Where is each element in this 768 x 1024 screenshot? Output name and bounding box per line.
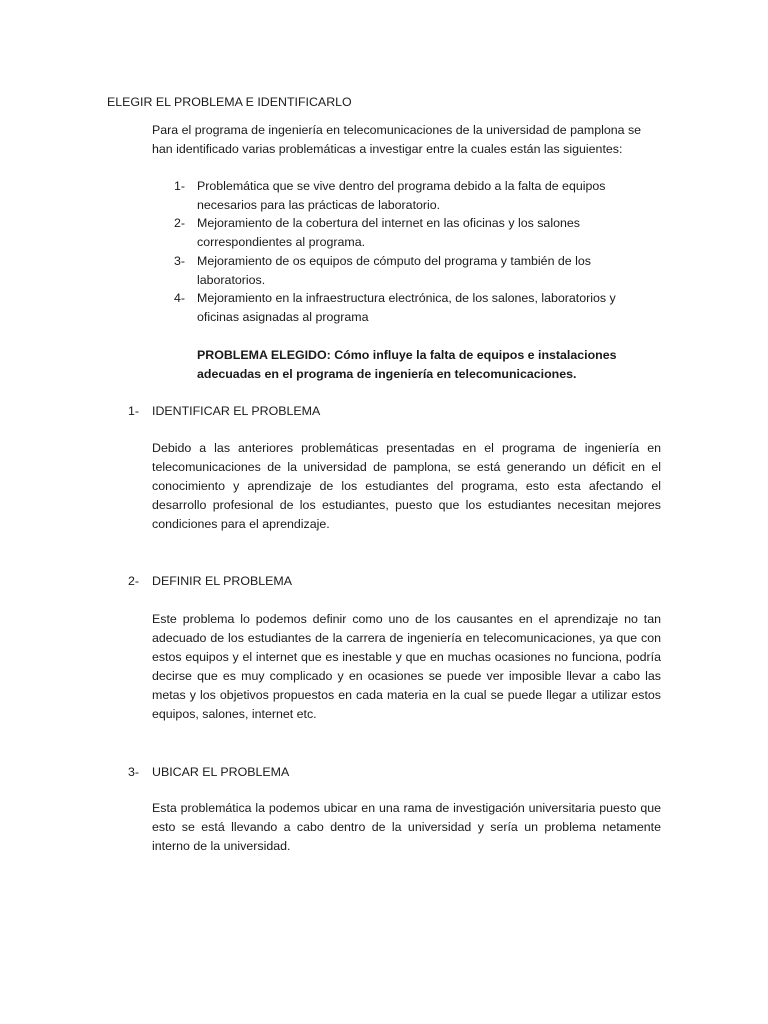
list-item-text: Problemática que se vive dentro del programa debido a la falta de equipos necesarios para las prácticas de laboratorio.	[197, 179, 606, 212]
section-number: 1-	[128, 404, 140, 418]
list-item	[152, 252, 661, 289]
section-body: Debido a las anteriores problemáticas presentadas en el programa de ingeniería en telecomunicaciones de la universidad de pamplona, se está generando un déficit en el conocimiento y aprendizaje de los estudiantes del programa, esto esta afectando el desarrollo profesional de los estudiantes, puesto que los estudiantes necesitan mejores condiciones para el aprendizaje.	[152, 441, 661, 531]
document-heading: ELEGIR EL PROBLEMA E IDENTIFICARLO	[107, 95, 352, 109]
section-title-text: IDENTIFICAR EL PROBLEMA	[152, 404, 321, 418]
section-number: 2-	[128, 574, 140, 588]
list-item-number: 4-	[174, 291, 186, 306]
section-number: 3-	[128, 765, 140, 779]
list-item	[152, 289, 661, 326]
section-body: Este problema lo podemos definir como uno de los causantes en el aprendizaje no tan adecuado de los estudiantes de la carrera de ingeniería en telecomunicaciones, ya que con estos equipos y el internet que es inestable y que en muchas ocasiones no funciona, podría decirse que es muy complicado y en ocasiones se puede ver imposible llevar a cabo las metas y los objetivos propuestos en cada materia en la cual se puede llegar a utilizar estos equipos, salones, internet etc.	[152, 612, 661, 721]
list-item-number: 3-	[174, 253, 186, 268]
section-title	[128, 763, 289, 782]
list-item-number: 1-	[174, 179, 186, 193]
chosen-problem: PROBLEMA ELEGIDO: Cómo influye la falta de equipos e instalaciones adecuadas en el programa de ingeniería en telecomunicaciones.	[197, 348, 617, 381]
list-item	[152, 214, 661, 251]
list-item-text: Mejoramiento de la cobertura del internet en las oficinas y los salones correspondientes al programa.	[197, 216, 580, 250]
list-item-number: 2-	[174, 216, 186, 231]
section-title	[128, 572, 292, 591]
list-item-text: Mejoramiento de os equipos de cómputo del programa y también de los laboratorios.	[197, 253, 591, 287]
section-title-text: DEFINIR EL PROBLEMA	[152, 574, 292, 588]
list-item-text: Mejoramiento en la infraestructura electrónica, de los salones, laboratorios y oficinas asignadas al programa	[197, 291, 616, 324]
intro-paragraph: Para el programa de ingeniería en telecomunicaciones de la universidad de pamplona se han identificado varias problemáticas a investigar entre la cuales están las siguientes:	[152, 123, 642, 156]
problem-list	[152, 177, 661, 327]
section-title-text: UBICAR EL PROBLEMA	[152, 765, 290, 779]
list-item	[152, 177, 661, 214]
section-title	[128, 402, 320, 421]
section-body: Esta problemática la podemos ubicar en una rama de investigación universitaria puesto que esto se está llevando a cabo dentro de la universidad y sería un problema netamente interno de la universidad.	[152, 801, 661, 853]
